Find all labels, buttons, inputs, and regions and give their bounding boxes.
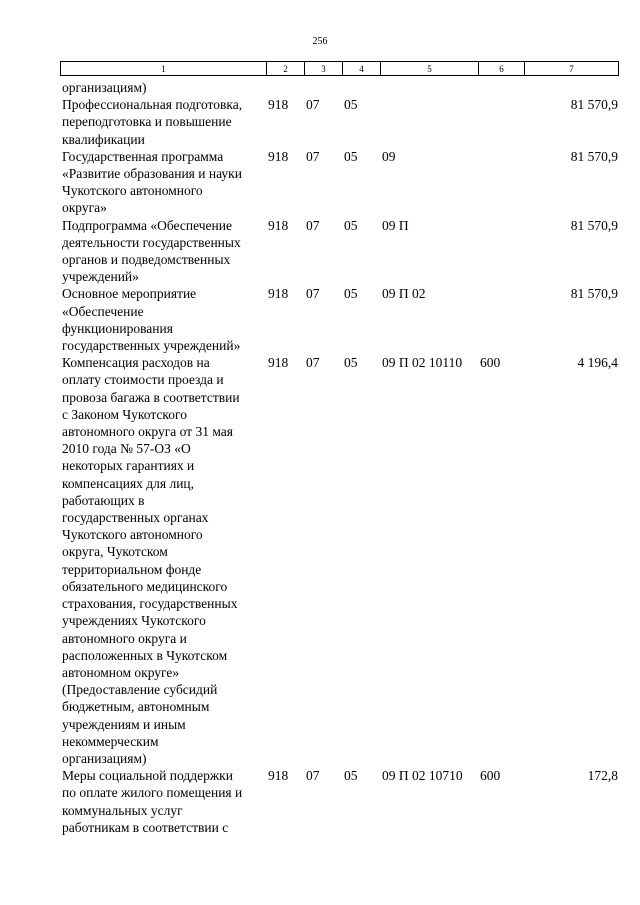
row-name-line: страхования, государственных <box>62 596 238 612</box>
expense-type-code: 600 <box>480 355 501 371</box>
row-name-line: Подпрограмма «Обеспечение <box>62 217 232 233</box>
row-name-line: бюджетным, автономным <box>62 699 210 715</box>
row-name-line: компенсациях для лиц, <box>62 475 195 491</box>
target-article-code <box>380 96 478 148</box>
ministry-code: 918 <box>268 148 289 164</box>
row-name-line: квалификации <box>62 131 145 147</box>
expense-type-code <box>478 285 524 354</box>
expense-type-code <box>478 148 524 217</box>
row-name-line: провоза багажа в соответствии <box>62 389 240 405</box>
row-name-line: учреждений» <box>62 269 139 285</box>
amount: 4 196,4 <box>577 355 618 371</box>
row-name-line: (Предоставление субсидий <box>62 682 218 698</box>
row-name-line: деятельности государственных <box>62 234 241 250</box>
row-name-line: территориальном фонде <box>62 561 202 577</box>
expense-type-code: 600 <box>480 768 501 784</box>
row-name-line: округа, Чукотском <box>62 544 168 560</box>
col-header-2: 2 <box>267 62 305 76</box>
target-article-code <box>380 79 478 96</box>
row-name-line: государственных органах <box>62 510 209 526</box>
ministry-code: 918 <box>268 97 289 113</box>
target-article-code: 09 П 02 10110 <box>382 355 463 371</box>
amount: 81 570,9 <box>570 286 618 302</box>
amount: 81 570,9 <box>570 148 618 164</box>
subsection-code: 05 <box>344 148 358 164</box>
row-name-line: «Обеспечение <box>62 303 144 319</box>
row-name-line: государственных учреждений» <box>62 338 241 354</box>
row-name-line: некоторых гарантиях и <box>62 458 195 474</box>
row-name-line: по оплате жилого помещения и <box>62 785 243 801</box>
section-code: 07 <box>306 148 320 164</box>
target-article-code: 09 П <box>382 217 409 233</box>
target-article-code: 09 <box>382 148 396 164</box>
ministry-code: 918 <box>268 768 289 784</box>
row-name-line: работникам в соответствии с <box>62 819 229 835</box>
row-name-line: Чукотского автономного <box>62 183 203 199</box>
target-article-code: 09 П 02 <box>382 286 426 302</box>
section-code: 07 <box>306 97 320 113</box>
budget-table <box>60 79 618 836</box>
row-name <box>60 217 266 286</box>
amount <box>524 79 618 96</box>
subsection-code: 05 <box>344 97 358 113</box>
col-header-4: 4 <box>343 62 381 76</box>
expense-type-code <box>478 96 524 148</box>
row-name-line: Меры социальной поддержки <box>62 768 233 784</box>
row-name-line: с Законом Чукотского <box>62 406 187 422</box>
row-name-line: коммунальных услуг <box>62 802 183 818</box>
section-code <box>304 79 342 96</box>
col-header-5: 5 <box>381 62 479 76</box>
col-header-6: 6 <box>479 62 525 76</box>
row-name-line: организациям) <box>62 750 147 766</box>
subsection-code: 05 <box>344 286 358 302</box>
row-name-line: расположенных в Чукотском <box>62 647 228 663</box>
target-article-code: 09 П 02 10710 <box>382 768 463 784</box>
col-header-1: 1 <box>61 62 267 76</box>
row-name <box>60 285 266 354</box>
expense-type-code <box>478 217 524 286</box>
table-row <box>60 285 618 354</box>
row-name-line: учреждениях Чукотского <box>62 613 206 629</box>
row-name-line: переподготовка и повышение <box>62 114 232 130</box>
subsection-code: 05 <box>344 768 358 784</box>
row-name-line: Профессиональная подготовка, <box>62 97 243 113</box>
table-row <box>60 217 618 286</box>
subsection-code: 05 <box>344 355 358 371</box>
row-name <box>60 148 266 217</box>
row-name-line: учреждениям и иным <box>62 716 186 732</box>
row-name-line: 2010 года № 57-ОЗ «О <box>62 441 191 457</box>
row-name <box>60 767 266 836</box>
section-code: 07 <box>306 217 320 233</box>
row-name-line: некоммерческим <box>62 733 159 749</box>
table-row <box>60 354 618 767</box>
table-row <box>60 79 618 96</box>
row-name-line: автономного округа и <box>62 630 187 646</box>
row-name-line: автономного округа от 31 мая <box>62 424 233 440</box>
col-header-7: 7 <box>525 62 619 76</box>
row-name-line: органов и подведомственных <box>62 252 231 268</box>
amount: 172,8 <box>587 768 618 784</box>
row-name-line: Основное мероприятие <box>62 286 197 302</box>
row-name-line: организациям) <box>62 80 147 95</box>
section-code: 07 <box>306 355 320 371</box>
subsection-code: 05 <box>344 217 358 233</box>
column-number-row <box>61 62 619 76</box>
row-name-line: Чукотского автономного <box>62 527 203 543</box>
row-name <box>60 354 266 767</box>
amount: 81 570,9 <box>570 217 618 233</box>
ministry-code: 918 <box>268 217 289 233</box>
expense-type-code <box>478 79 524 96</box>
row-name-line: обязательного медицинского <box>62 578 228 594</box>
ministry-code <box>266 79 304 96</box>
table-row <box>60 767 618 836</box>
table-row <box>60 96 618 148</box>
amount: 81 570,9 <box>570 97 618 113</box>
row-name-line: Компенсация расходов на <box>62 355 210 371</box>
row-name <box>60 79 266 96</box>
table-row <box>60 148 618 217</box>
row-name-line: Государственная программа <box>62 148 224 164</box>
column-header-table <box>60 61 619 76</box>
col-header-3: 3 <box>305 62 343 76</box>
section-code: 07 <box>306 286 320 302</box>
row-name <box>60 96 266 148</box>
subsection-code <box>342 79 380 96</box>
row-name-line: функционирования <box>62 320 173 336</box>
ministry-code: 918 <box>268 286 289 302</box>
row-name-line: автономном округе» <box>62 664 180 680</box>
section-code: 07 <box>306 768 320 784</box>
ministry-code: 918 <box>268 355 289 371</box>
row-name-line: работающих в <box>62 492 145 508</box>
row-name-line: округа» <box>62 200 107 216</box>
page-number: 256 <box>312 36 328 47</box>
budget-table-body <box>60 79 618 836</box>
row-name-line: «Развитие образования и науки <box>62 166 242 182</box>
row-name-line: оплату стоимости проезда и <box>62 372 224 388</box>
